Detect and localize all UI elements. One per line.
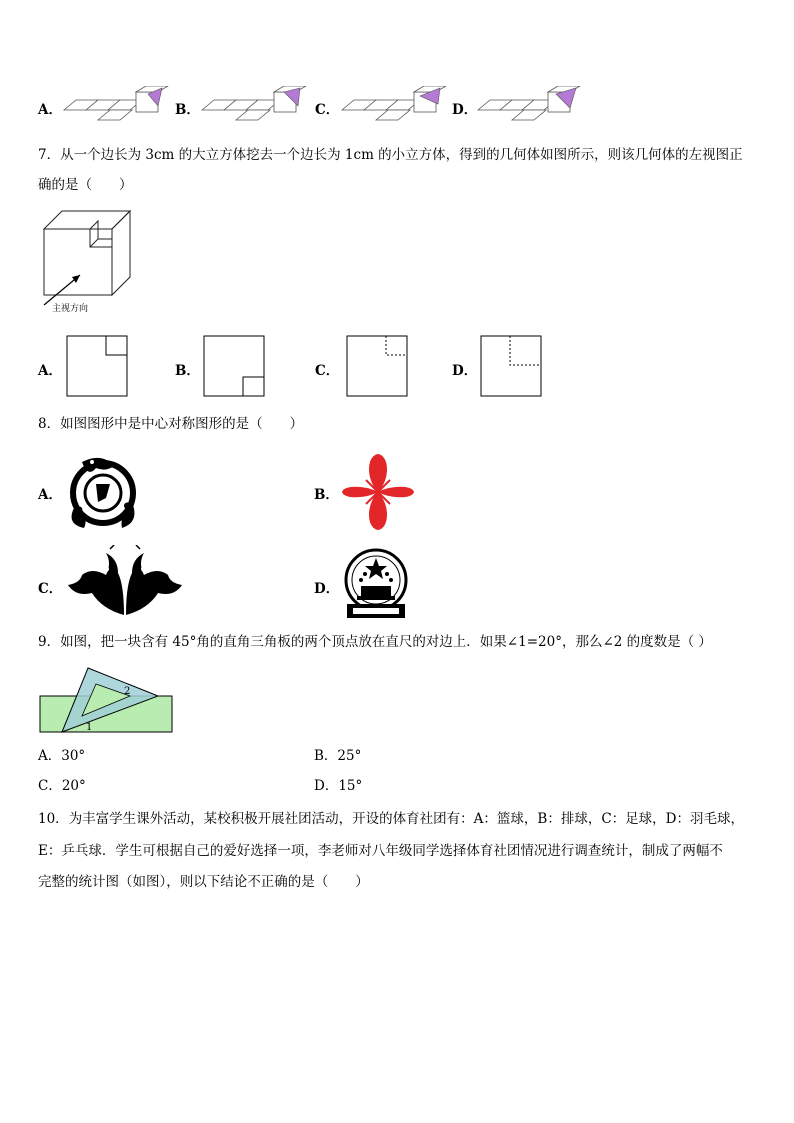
q6-option-c-label[interactable]: C． — [315, 102, 340, 118]
q6-option-b-net — [200, 86, 310, 126]
q6-option-a-label[interactable]: A． — [38, 102, 62, 118]
q9-option-c-value: 20° — [61, 778, 86, 794]
q8-option-c-birds — [62, 545, 188, 621]
q6-options — [0, 86, 794, 126]
q7-option-a-label[interactable]: A． — [38, 363, 62, 379]
q9-angle-1-label: 1 — [86, 722, 93, 733]
q7-option-b-label[interactable]: B． — [175, 363, 200, 379]
q9-stem — [38, 632, 712, 652]
q9-option-a[interactable] — [38, 746, 85, 766]
q7-option-b-view — [203, 335, 267, 399]
q7-stem — [38, 145, 743, 165]
q7-option-a-view — [66, 335, 130, 399]
q7-options — [0, 335, 794, 399]
q10-text-line3: 完整的统计图（如图），则以下结论不正确的是（ ） — [38, 874, 369, 890]
q8-stem — [38, 414, 303, 434]
q9-number: 9． — [38, 634, 61, 650]
q7-number: 7． — [38, 147, 61, 163]
q9-option-b-value: 25° — [337, 748, 362, 764]
q7-option-c-view — [346, 335, 410, 399]
q7-option-d-view — [480, 335, 544, 399]
q9-option-b[interactable] — [314, 746, 361, 766]
q9-option-a-value: 30° — [61, 748, 86, 764]
q9-option-b-label: B． — [314, 748, 338, 764]
q9-option-d-label: D． — [314, 778, 339, 794]
q8-option-a-emblem — [62, 450, 144, 532]
q10-text-line1: 为丰富学生课外活动，某校积极开展社团活动，开设的体育社团有：A：篮球，B：排球，C：足球，D：羽毛球， — [68, 811, 745, 827]
q6-option-d-net — [476, 86, 586, 126]
q8-option-d-label[interactable]: D． — [314, 581, 340, 597]
q10-stem — [38, 809, 744, 829]
q6-option-d-label[interactable]: D． — [452, 102, 478, 118]
q8-option-d-national-emblem — [337, 544, 415, 624]
q6-option-a-net — [62, 86, 172, 126]
q10-number: 10． — [38, 811, 69, 827]
q8-option-c-label[interactable]: C． — [38, 581, 63, 597]
q9-option-a-label: A． — [38, 748, 62, 764]
q8-number: 8． — [38, 416, 61, 432]
q9-ruler-triangle-figure — [38, 664, 178, 736]
q9-option-c-label: C． — [38, 778, 62, 794]
q10-text-line2: E：乒乓球．学生可根据自己的爱好选择一项，李老师对八年级同学选择体育社团情况进行调查统计，制成了两幅不 — [38, 843, 723, 859]
q7-text-line1: 从一个边长为 3cm 的大立方体挖去一个边长为 1cm 的小立方体，得到的几何体如图所示，则该几何体的左视图正 — [60, 147, 743, 163]
q9-option-d-value: 15° — [338, 778, 363, 794]
q8-option-b-flower — [336, 450, 420, 534]
q9-angle-2-label: 2 — [124, 686, 131, 697]
q9-text: 如图，把一块含有 45°角的直角三角板的两个顶点放在直尺的对边上．如果∠1=20°，那么∠2 的度数是（ ） — [60, 634, 712, 650]
q7-option-d-label[interactable]: D． — [452, 363, 478, 379]
q7-option-c-label[interactable]: C． — [315, 363, 340, 379]
q8-option-b-label[interactable]: B． — [314, 487, 339, 503]
q7-cube-figure — [38, 205, 138, 315]
q8-option-a-label[interactable]: A． — [38, 487, 62, 503]
q7-text-line2: 确的是（ ） — [38, 177, 133, 193]
q6-option-b-label[interactable]: B． — [175, 102, 200, 118]
q9-option-d[interactable] — [314, 776, 362, 796]
q8-text: 如图图形中是中心对称图形的是（ ） — [60, 416, 304, 432]
q7-view-direction-label: 主视方向 — [52, 304, 89, 314]
q9-option-c[interactable] — [38, 776, 86, 796]
q6-option-c-net — [340, 86, 450, 126]
